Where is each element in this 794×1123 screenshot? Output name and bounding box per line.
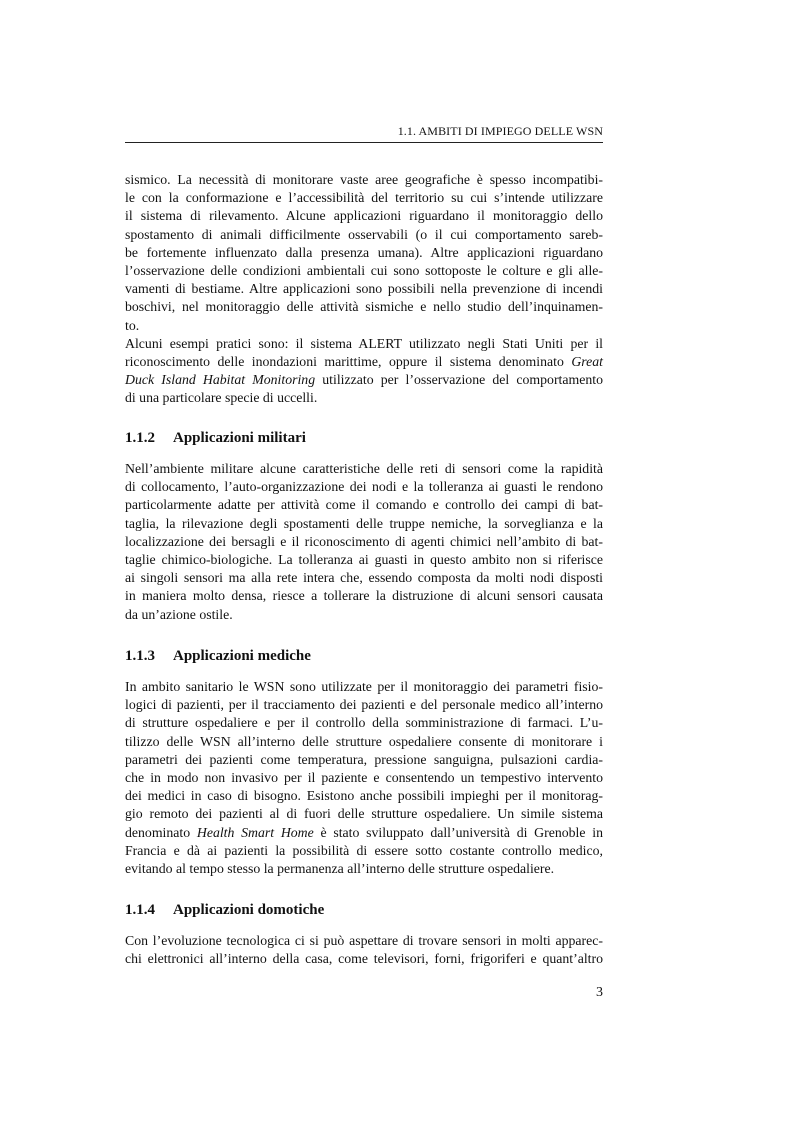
text-line: in maniera molto densa, riesce a tollerare la distruzione di alcuni sensori causata <box>125 588 603 604</box>
section-number: 1.1.2 <box>125 430 155 446</box>
text-line: In ambito sanitario le WSN sono utilizzate per il monitoraggio dei parametri fisio- <box>125 679 603 694</box>
text-line: Con l’evoluzione tecnologica ci si può aspettare di trovare sensori in molti apparec- <box>125 933 603 948</box>
text-line: parametri dei pazienti come temperatura, pressione sanguigna, pulsazioni cardia- <box>125 751 603 767</box>
domotic-paragraph <box>125 932 603 968</box>
emphasis-text: Duck Island Habitat Monitoring <box>125 372 316 388</box>
text-line: le con la conformazione e l’accessibilità del territorio su cui s’intende utilizzare <box>125 190 603 206</box>
text-line: ai singoli sensori ma alla rete intera che, essendo composta da molti nodi disposti <box>125 570 603 586</box>
emphasis-text: Great <box>571 354 603 370</box>
section-title: Applicazioni militari <box>173 430 306 446</box>
text-line: particolarmente adatte per attività come il comando e controllo dei campi di bat- <box>125 497 603 513</box>
text-run: è stato sviluppato dall’università di Grenoble in <box>313 824 603 840</box>
text-line: dei medici in caso di bisogno. Esistono anche possibili impieghi per il monitorag- <box>125 788 603 804</box>
text-line: evitando al tempo stesso la permanenza all’interno delle strutture ospedaliere. <box>125 861 555 877</box>
text-line: taglie chimico-biologiche. La tolleranza ai guasti in questo ambito non si riferisce <box>125 552 603 568</box>
text-line: boschivi, nel monitoraggio delle attività sismiche e nello studio dell’inquinamen- <box>125 299 603 315</box>
emphasis-text: Health Smart Home <box>196 824 314 840</box>
text-line: vamenti di bestiame. Altre applicazioni sono possibili nella prevenzione di incendi <box>125 281 603 297</box>
section-heading-military <box>125 430 603 447</box>
section-title: Applicazioni domotiche <box>173 902 325 918</box>
text-line: gio remoto dei pazienti al di fuori delle strutture ospedaliere. Un simile sistema <box>125 806 603 822</box>
text-run: denominato <box>125 824 197 840</box>
text-line: l’osservazione delle condizioni ambientali cui sono sottoposte le colture e gli alle- <box>125 263 603 279</box>
text-line: di strutture ospedaliere e per il controllo della somministrazione di farmaci. L’u- <box>125 715 603 731</box>
text-line: taglia, la rilevazione degli spostamenti delle truppe nemiche, la sorveglianza e la <box>125 515 603 531</box>
text-line: to. <box>125 317 140 333</box>
text-line: Alcuni esempi pratici sono: il sistema ALERT utilizzato negli Stati Uniti per il <box>125 335 603 351</box>
section-heading-domotic <box>125 902 603 919</box>
text-line: il sistema di rilevamento. Alcune applicazioni riguardano il monitoraggio dello <box>125 208 603 224</box>
text-line: chi elettronici all’interno della casa, come televisori, forni, frigoriferi e quant’altro <box>125 951 603 967</box>
text-line <box>125 371 603 389</box>
section-heading-medical <box>125 648 603 665</box>
section-number: 1.1.4 <box>125 902 155 918</box>
section-number: 1.1.3 <box>125 648 155 664</box>
text-run: utilizzato per l’osservazione del comportamento <box>315 372 603 388</box>
text-line: da un’azione ostile. <box>125 606 233 622</box>
text-line: Nell’ambiente militare alcune caratteristiche delle reti di sensori come la rapidità <box>125 461 603 476</box>
text-line: di collocamento, l’auto-organizzazione dei nodi e la tolleranza ai guasti le rendono <box>125 479 603 495</box>
section-title: Applicazioni mediche <box>173 648 311 664</box>
text-line <box>125 353 603 371</box>
text-line: di una particolare specie di uccelli. <box>125 390 318 406</box>
text-line: Francia e dà ai pazienti la possibilità di essere sotto costante controllo medico, <box>125 842 603 858</box>
medical-paragraph <box>125 678 603 878</box>
text-line: che in modo non invasivo per il paziente e consentendo un tempestivo intervento <box>125 770 603 786</box>
text-line: spostamento di animali difficilmente osservabili (o il cui comportamento sareb- <box>125 226 603 242</box>
page-number: 3 <box>596 985 603 1000</box>
header-rule <box>125 142 603 143</box>
military-paragraph <box>125 460 603 624</box>
text-line: sismico. La necessità di monitorare vaste aree geografiche è spesso incompatibi- <box>125 172 603 187</box>
text-line: tilizzo delle WSN all’interno delle strutture ospedaliere consente di monitorare i <box>125 733 603 749</box>
text-line: localizzazione dei bersagli e il riconoscimento di agenti chimici nell’ambito di bat- <box>125 533 603 549</box>
text-line <box>125 824 603 842</box>
text-line: logici di pazienti, per il tracciamento dei pazienti e del personale medico all’interno <box>125 697 603 713</box>
text-line: be fortemente influenzato dalla presenza umana). Altre applicazioni riguardano <box>125 244 603 260</box>
text-run: riconoscimento delle inondazioni marittime, oppure il sistema denominato <box>125 354 572 370</box>
running-header: 1.1. AMBITI DI IMPIEGO DELLE WSN <box>397 124 603 138</box>
intro-paragraph <box>125 171 603 408</box>
